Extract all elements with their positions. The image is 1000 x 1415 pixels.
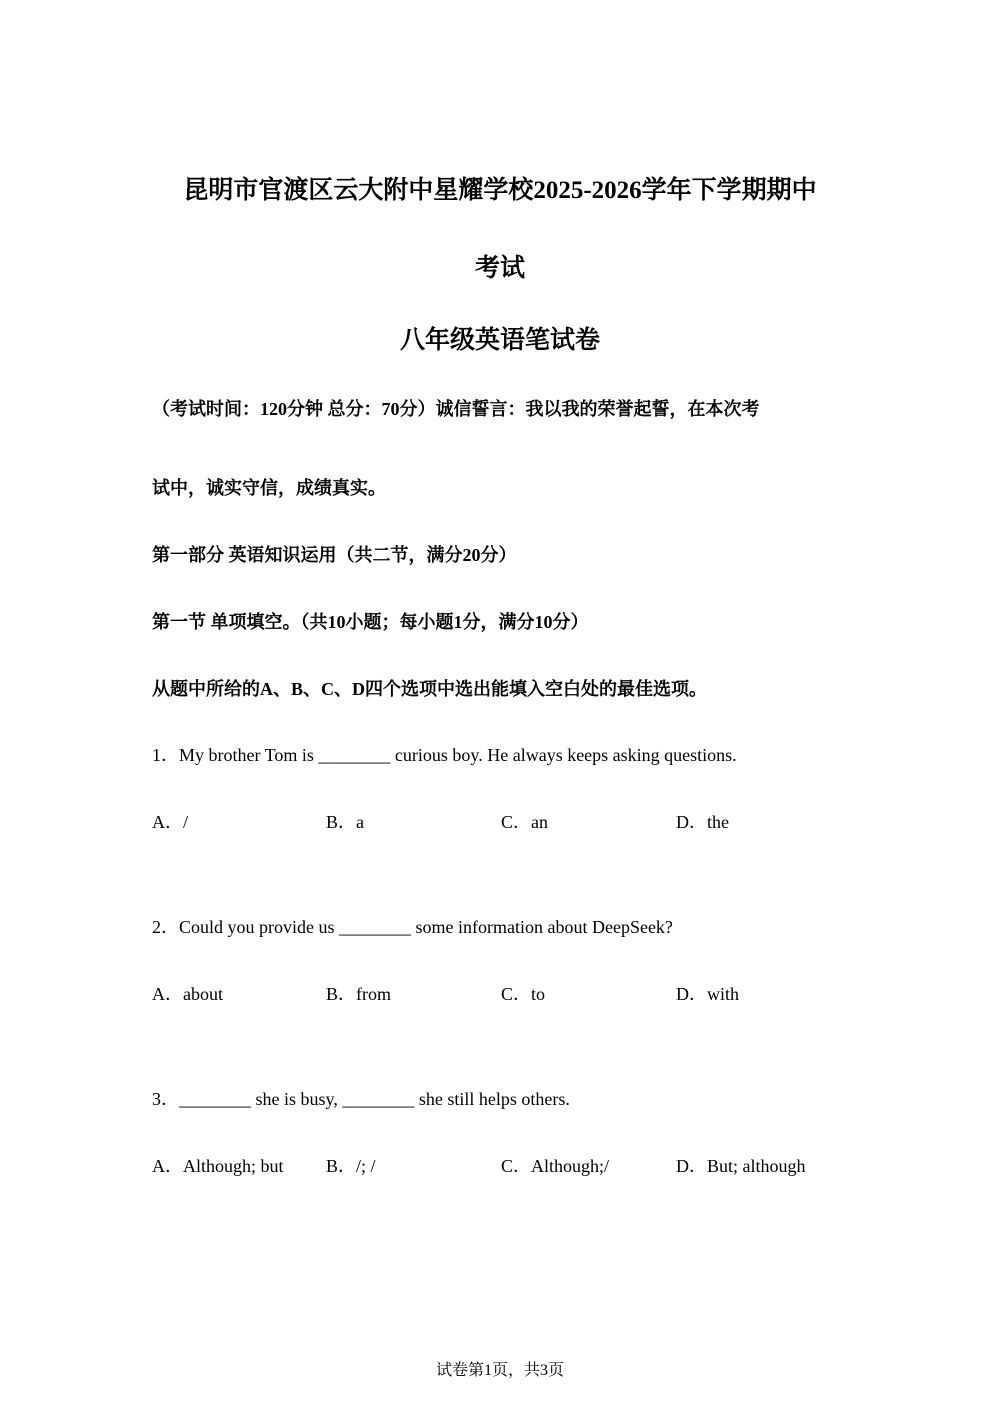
option-d: D．the bbox=[676, 812, 729, 832]
exam-subtitle: 八年级英语笔试卷 bbox=[399, 327, 600, 354]
option-b: B．a bbox=[326, 812, 364, 832]
option-c: C．an bbox=[501, 812, 548, 832]
option-c: C．Although;/ bbox=[501, 1156, 610, 1176]
question-stem: 1．My brother Tom is ________ curious boy. He always keeps asking questions. bbox=[152, 745, 737, 765]
exam-title-line2: 考试 bbox=[474, 255, 525, 282]
question-stem: 3．________ she is busy, ________ she still helps others. bbox=[152, 1089, 570, 1109]
question-stem: 2．Could you provide us ________ some information about DeepSeek? bbox=[152, 917, 673, 937]
option-b: B．/; / bbox=[326, 1156, 376, 1176]
option-a: A．/ bbox=[152, 812, 188, 832]
page-footer: 试卷第1页，共3页 bbox=[435, 1362, 564, 1379]
part1-heading: 第一部分 英语知识运用（共二节，满分20分） bbox=[152, 545, 517, 565]
option-a: A．Although; but bbox=[152, 1156, 284, 1176]
exam-info-line1: （考试时间：120分钟 总分：70分）诚信誓言：我以我的荣誉起誓，在本次考 bbox=[152, 399, 760, 419]
option-c: C．to bbox=[501, 984, 546, 1004]
section-heading: 第一节 单项填空。（共10小题；每小题1分，满分10分） bbox=[152, 612, 589, 632]
exam-title-line1: 昆明市官渡区云大附中星耀学校2025-2026学年下学期期中 bbox=[183, 177, 817, 204]
option-d: D．But; although bbox=[676, 1156, 806, 1176]
option-b: B．from bbox=[326, 984, 391, 1004]
option-d: D．with bbox=[676, 984, 739, 1004]
exam-info-line2: 试中，诚实守信，成绩真实。 bbox=[152, 478, 386, 498]
section-instruction: 从题中所给的A、B、C、D四个选项中选出能填入空白处的最佳选项。 bbox=[152, 679, 707, 699]
option-a: A．about bbox=[152, 984, 223, 1004]
